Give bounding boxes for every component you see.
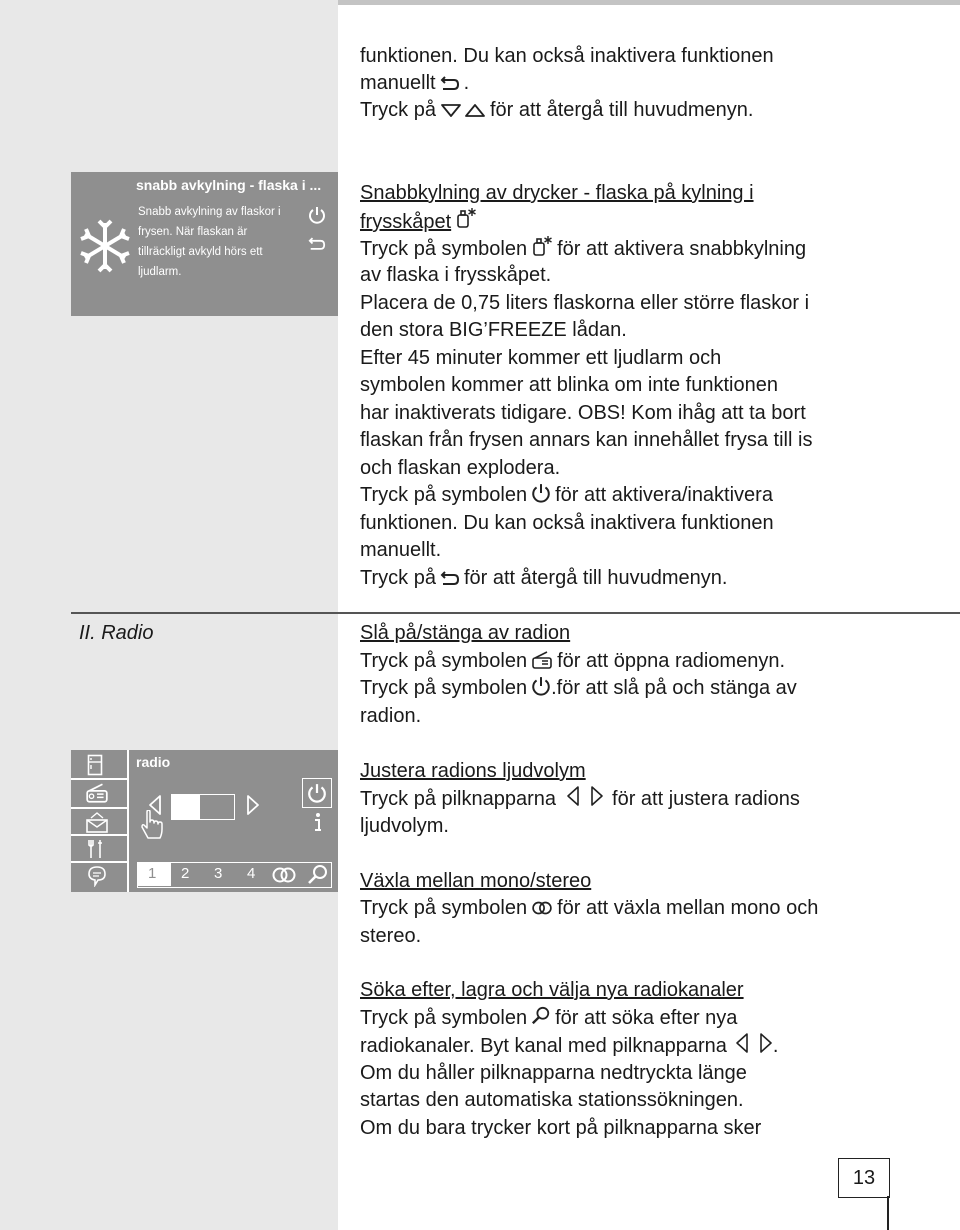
bottle-heading-2: frysskåpet	[360, 207, 481, 237]
section-label: II. Radio	[79, 622, 154, 644]
help-icon[interactable]	[86, 865, 108, 887]
bottle-line-4: den stora BIG’FREEZE lådan.	[360, 319, 627, 341]
mono-heading: Växla mellan mono/stereo	[360, 870, 592, 892]
volume-bar	[171, 794, 235, 820]
radio-onoff-line-1: Tryck på symbolen för att öppna radiomenyn.	[360, 650, 786, 672]
bottle-line-10: Tryck på symbolen för att aktivera/inaktivera	[360, 484, 773, 506]
return-icon	[440, 75, 460, 91]
radio-icon[interactable]	[85, 783, 109, 803]
search-line-2: radiokanaler. Byt kanal med pilknapparna .	[360, 1032, 778, 1061]
radio-onoff-line-3: radion.	[360, 705, 422, 727]
radio-icon	[531, 651, 553, 669]
preset-bar	[137, 862, 332, 888]
search-line-1: Tryck på symbolen för att söka efter nya	[360, 1007, 738, 1029]
menu-separator	[71, 834, 127, 836]
section-divider	[338, 612, 960, 614]
intro-line-1: funktionen. Du kan också inaktivera funktionen	[360, 45, 774, 67]
mono-stereo-icon	[531, 900, 553, 916]
return-icon[interactable]	[308, 236, 326, 251]
bottle-snowflake-icon	[455, 207, 477, 229]
bottle-line-11: funktionen. Du kan också inaktivera funktionen	[360, 512, 774, 534]
bottle-line-8: flaskan från frysen annars kan innehållet frysa till is	[360, 429, 813, 451]
display-screen-bottle-cooling	[71, 172, 338, 316]
menu-separator	[71, 778, 127, 780]
intro-line-3: Tryck på för att återgå till huvudmenyn.	[360, 99, 754, 121]
search-line-5: Om du bara trycker kort på pilknapparna sker	[360, 1117, 762, 1139]
intro-line-2: manuellt .	[360, 72, 470, 94]
bottle-line-2: av flaska i frysskåpet.	[360, 264, 552, 286]
volume-heading: Justera radions ljudvolym	[360, 760, 586, 782]
snowflake-icon	[78, 217, 132, 275]
preset-3[interactable]: 3	[214, 865, 223, 882]
right-arrow-icon	[759, 1032, 773, 1054]
search-line-3: Om du håller pilknapparna nedtryckta länge	[360, 1062, 747, 1084]
mono-line-1: Tryck på symbolen för att växla mellan mono och	[360, 897, 819, 919]
bottle-line-7: har inaktiverats tidigare. OBS! Kom ihåg att ta bort	[360, 402, 806, 424]
bottle-line-9: och flaskan explodera.	[360, 457, 561, 479]
bottle-heading-1: Snabbkylning av drycker - flaska på kylning i	[360, 182, 754, 204]
search-heading: Söka efter, lagra och välja nya radiokanaler	[360, 979, 744, 1001]
mono-line-2: stereo.	[360, 925, 422, 947]
info-icon[interactable]	[313, 812, 323, 832]
volume-line-1: Tryck på pilknapparna för att justera radions	[360, 785, 800, 814]
bottle-line-3: Placera de 0,75 liters flaskorna eller större flaskor i	[360, 292, 810, 314]
search-icon[interactable]	[307, 864, 329, 886]
left-arrow-icon	[566, 785, 580, 807]
screen-text: Snabb avkylning av flaskor i frysen. När flaskan är tillräckligt avkyld hörs ett ljudlarm.	[138, 206, 281, 278]
tools-icon[interactable]	[86, 838, 106, 860]
radio-onoff-line-2: Tryck på symbolen .för att slå på och stänga av	[360, 677, 797, 699]
preset-1[interactable]: 1	[148, 865, 157, 882]
bottle-line-12: manuellt.	[360, 539, 442, 561]
right-arrow-icon[interactable]	[246, 794, 260, 816]
power-button-frame[interactable]	[302, 778, 332, 808]
display-screen-radio	[71, 750, 338, 892]
page-number-rule	[887, 1196, 889, 1230]
search-line-4: startas den automatiska stationssökningen.	[360, 1089, 744, 1111]
return-icon	[440, 570, 460, 586]
menu-separator	[71, 861, 127, 863]
page-number: 13	[838, 1158, 890, 1198]
screen-divider	[127, 750, 129, 892]
up-triangle-icon	[464, 102, 486, 118]
bottle-snowflake-icon	[531, 235, 553, 257]
bottle-line-1: Tryck på symbolen för att aktivera snabbkylning	[360, 235, 806, 264]
hand-pointer-icon	[139, 810, 165, 842]
bottle-line-13: Tryck på för att återgå till huvudmenyn.	[360, 567, 728, 589]
right-arrow-icon	[590, 785, 604, 807]
menu-separator	[71, 807, 127, 809]
bottle-line-6: symbolen kommer att blinka om inte funktionen	[360, 374, 778, 396]
volume-fill	[172, 795, 200, 819]
fridge-icon[interactable]	[87, 754, 103, 776]
bottle-line-5: Efter 45 minuter kommer ett ljudlarm och	[360, 347, 722, 369]
message-icon[interactable]	[85, 811, 109, 833]
screen-title: snabb avkylning - flaska i ...	[136, 177, 322, 193]
down-triangle-icon	[440, 102, 462, 118]
top-rule	[338, 0, 960, 5]
volume-line-2: ljudvolym.	[360, 815, 449, 837]
power-icon	[531, 483, 551, 503]
left-arrow-icon	[735, 1032, 749, 1054]
screen-title: radio	[136, 754, 171, 770]
preset-4[interactable]: 4	[247, 865, 256, 882]
preset-2[interactable]: 2	[181, 865, 190, 882]
section-divider-left	[71, 612, 338, 614]
radio-onoff-heading: Slå på/stänga av radion	[360, 622, 571, 644]
search-icon	[531, 1006, 551, 1026]
power-icon[interactable]	[308, 206, 326, 224]
power-icon	[531, 676, 551, 696]
mono-stereo-icon[interactable]	[271, 866, 297, 884]
